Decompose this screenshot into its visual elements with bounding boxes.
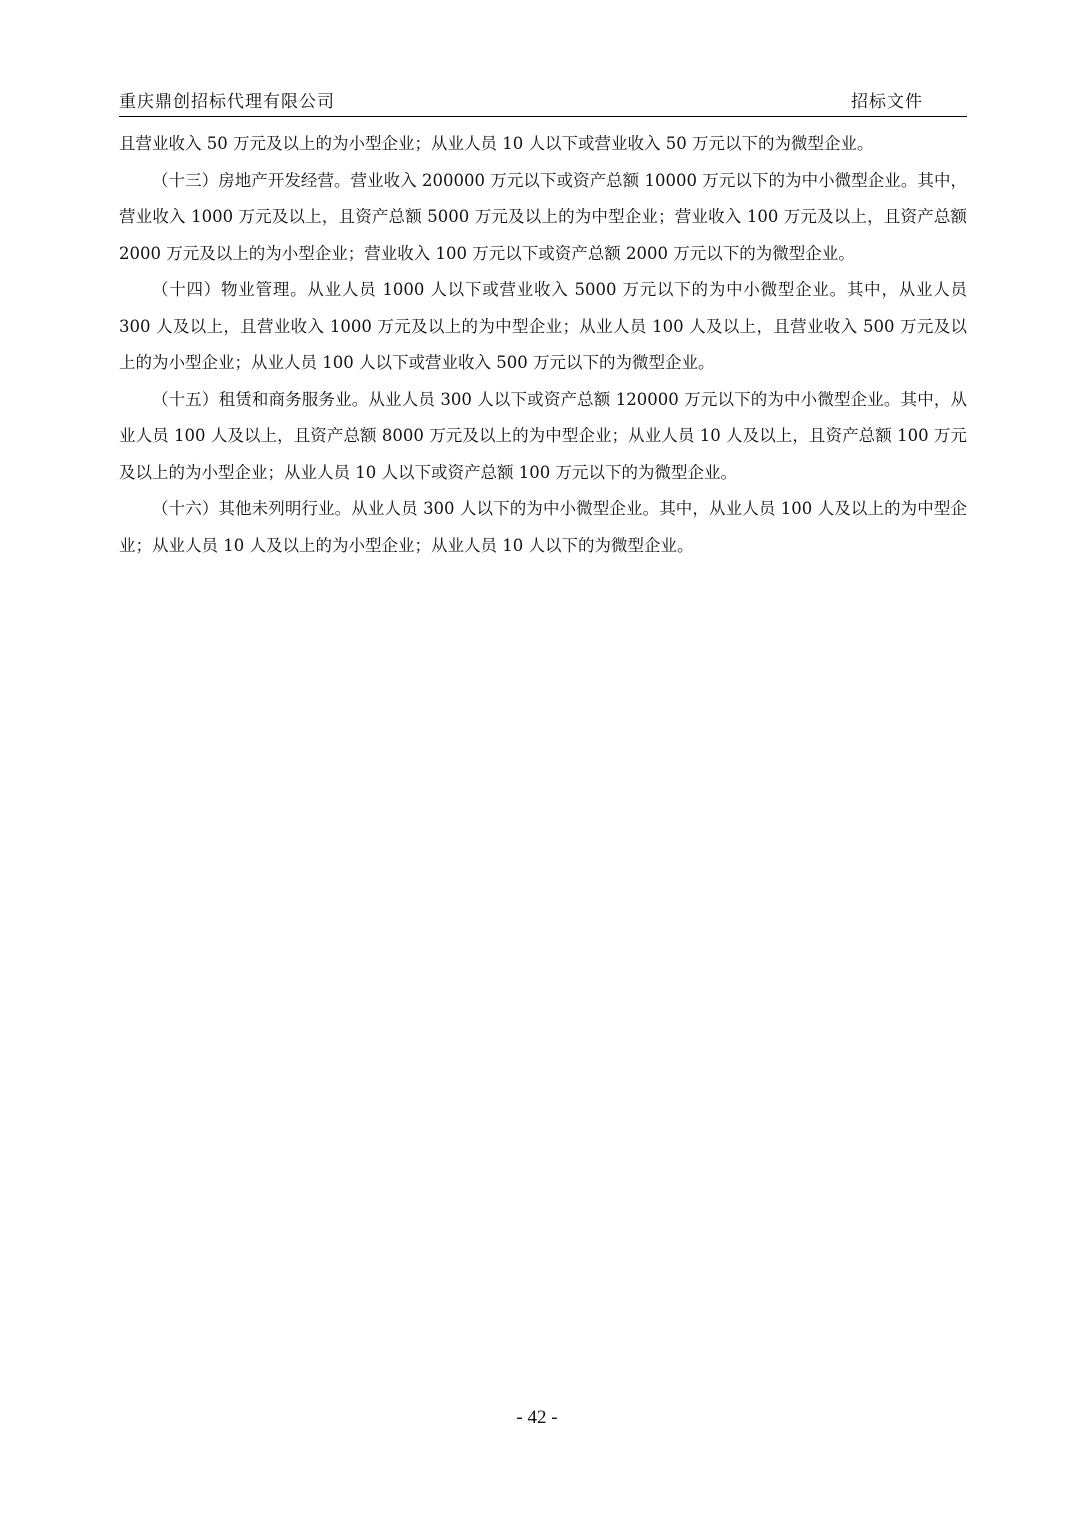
paragraph-leasing-business-services: （十五）租赁和商务服务业。从业人员 300 人以下或资产总额 120000 万元以下的为中小微型企业。其中，从业人员 100 人及以上，且资产总额 8000 万元及以上的为中型企业；从业人员 10 人及以上，且资产总额 100 万元及以上的为小型企业；从业人员 10 人以下或资产总额 100 万元以下的为微型企业。 xyxy=(119,389,967,482)
document-body xyxy=(119,126,967,564)
page-number: - 42 - xyxy=(516,1407,558,1428)
header-document-type: 招标文件 xyxy=(851,92,923,112)
paragraph-real-estate: （十三）房地产开发经营。营业收入 200000 万元以下或资产总额 10000 万元以下的为中小微型企业。其中，营业收入 1000 万元及以上，且资产总额 5000 万元及以上的为中型企业；营业收入 100 万元及以上，且资产总额 2000 万元及以上的为小型企业；营业收入 100 万元以下或资产总额 2000 万元以下的为微型企业。 xyxy=(119,170,967,263)
paragraph-other-industries: （十六）其他未列明行业。从业人员 300 人以下的为中小微型企业。其中，从业人员 100 人及以上的为中型企业；从业人员 10 人及以上的为小型企业；从业人员 10 人以下的为微型企业。 xyxy=(119,499,967,555)
header-company-name: 重庆鼎创招标代理有限公司 xyxy=(119,92,335,112)
paragraph-continuation: 且营业收入 50 万元及以上的为小型企业；从业人员 10 人以下或营业收入 50 万元以下的为微型企业。 xyxy=(119,134,874,153)
paragraph-property-management: （十四）物业管理。从业人员 1000 人以下或营业收入 5000 万元以下的为中小微型企业。其中，从业人员 300 人及以上，且营业收入 1000 万元及以上的为中型企业；从业人员 100 人及以上，且营业收入 500 万元及以上的为小型企业；从业人员 100 人以下或营业收入 500 万元以下的为微型企业。 xyxy=(119,280,967,372)
page-header xyxy=(119,88,967,117)
